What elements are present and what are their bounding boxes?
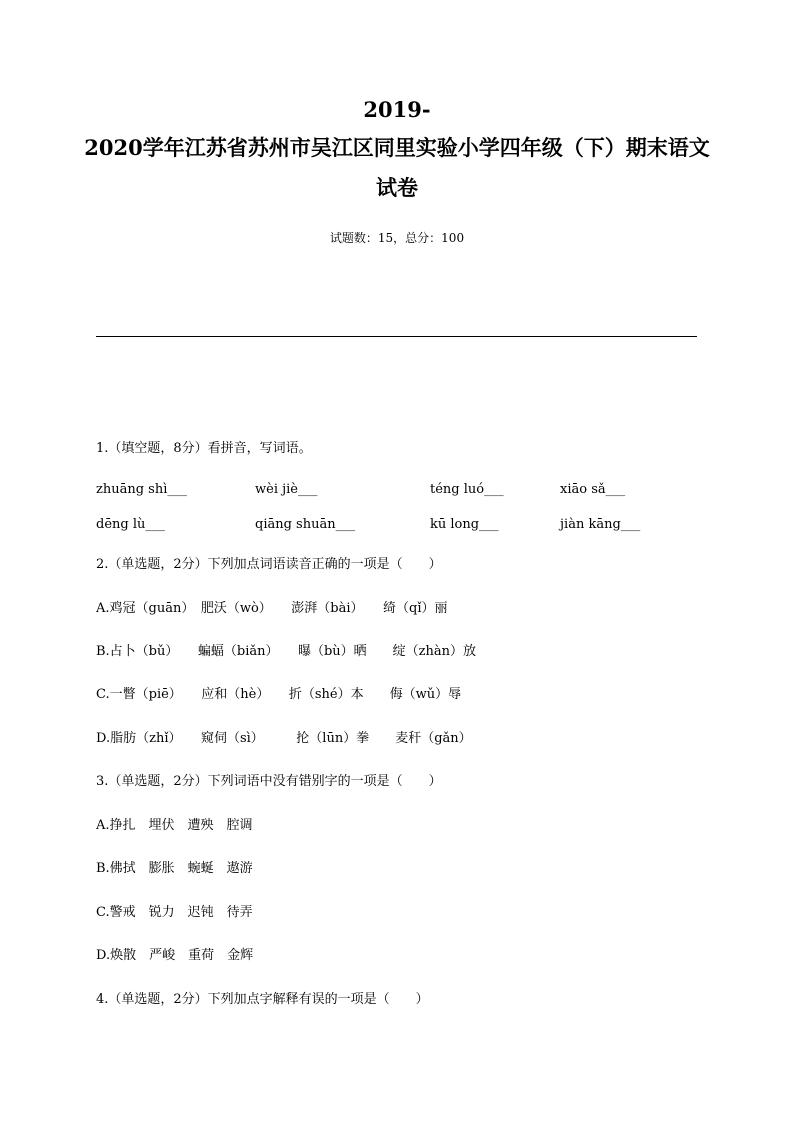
pinyin-item: dēng lù___ (96, 517, 165, 532)
answer-option-c: C.警戒 锐力 迟钝 待弄 (96, 905, 253, 920)
answer-option-d: D.脂肪（zhǐ） 窥伺（sì） 抡（lūn）拳 麦秆（gǎn） (96, 731, 472, 746)
question-stem: 2.（单选题，2分）下列加点词语读音正确的一项是（ ） (96, 557, 442, 572)
answer-option-c: C.一瞥（piē） 应和（hè） 折（shé）本 侮（wǔ）辱 (96, 687, 462, 702)
pinyin-item: kū long___ (430, 517, 499, 532)
answer-option-a: A.鸡冠（guān） 肥沃（wò） 澎湃（bài） 绮（qǐ）丽 (96, 601, 448, 616)
exam-title-line3: 试卷 (376, 175, 418, 200)
exam-title-line2: 2020学年江苏省苏州市吴江区同里实验小学四年级（下）期末语文 (84, 135, 710, 160)
answer-option-b: B.占卜（bǔ） 蝙蝠（biǎn） 曝（bù）晒 绽（zhàn）放 (96, 644, 477, 659)
pinyin-item: téng luó___ (430, 482, 504, 497)
question-stem: 1.（填空题，8分）看拼音，写词语。 (96, 441, 312, 456)
answer-option-a: A.挣扎 埋伏 遭殃 腔调 (96, 818, 253, 833)
question-stem: 3.（单选题，2分）下列词语中没有错别字的一项是（ ） (96, 774, 442, 789)
answer-option-d: D.焕散 严峻 重荷 金辉 (96, 948, 254, 963)
answer-option-b: B.佛拭 膨胀 蜿蜒 遨游 (96, 861, 253, 876)
exam-meta: 试题数：15，总分：100 (329, 231, 465, 245)
pinyin-item: zhuāng shì___ (96, 482, 187, 497)
header-divider (96, 336, 697, 337)
pinyin-item: xiāo sǎ___ (560, 482, 626, 497)
pinyin-item: wèi jiè___ (255, 482, 318, 497)
pinyin-item: jiàn kāng___ (560, 517, 641, 532)
exam-title-line1: 2019- (363, 97, 431, 122)
pinyin-item: qiāng shuān___ (255, 517, 356, 532)
question-stem: 4.（单选题，2分）下列加点字解释有误的一项是（ ） (96, 992, 429, 1007)
